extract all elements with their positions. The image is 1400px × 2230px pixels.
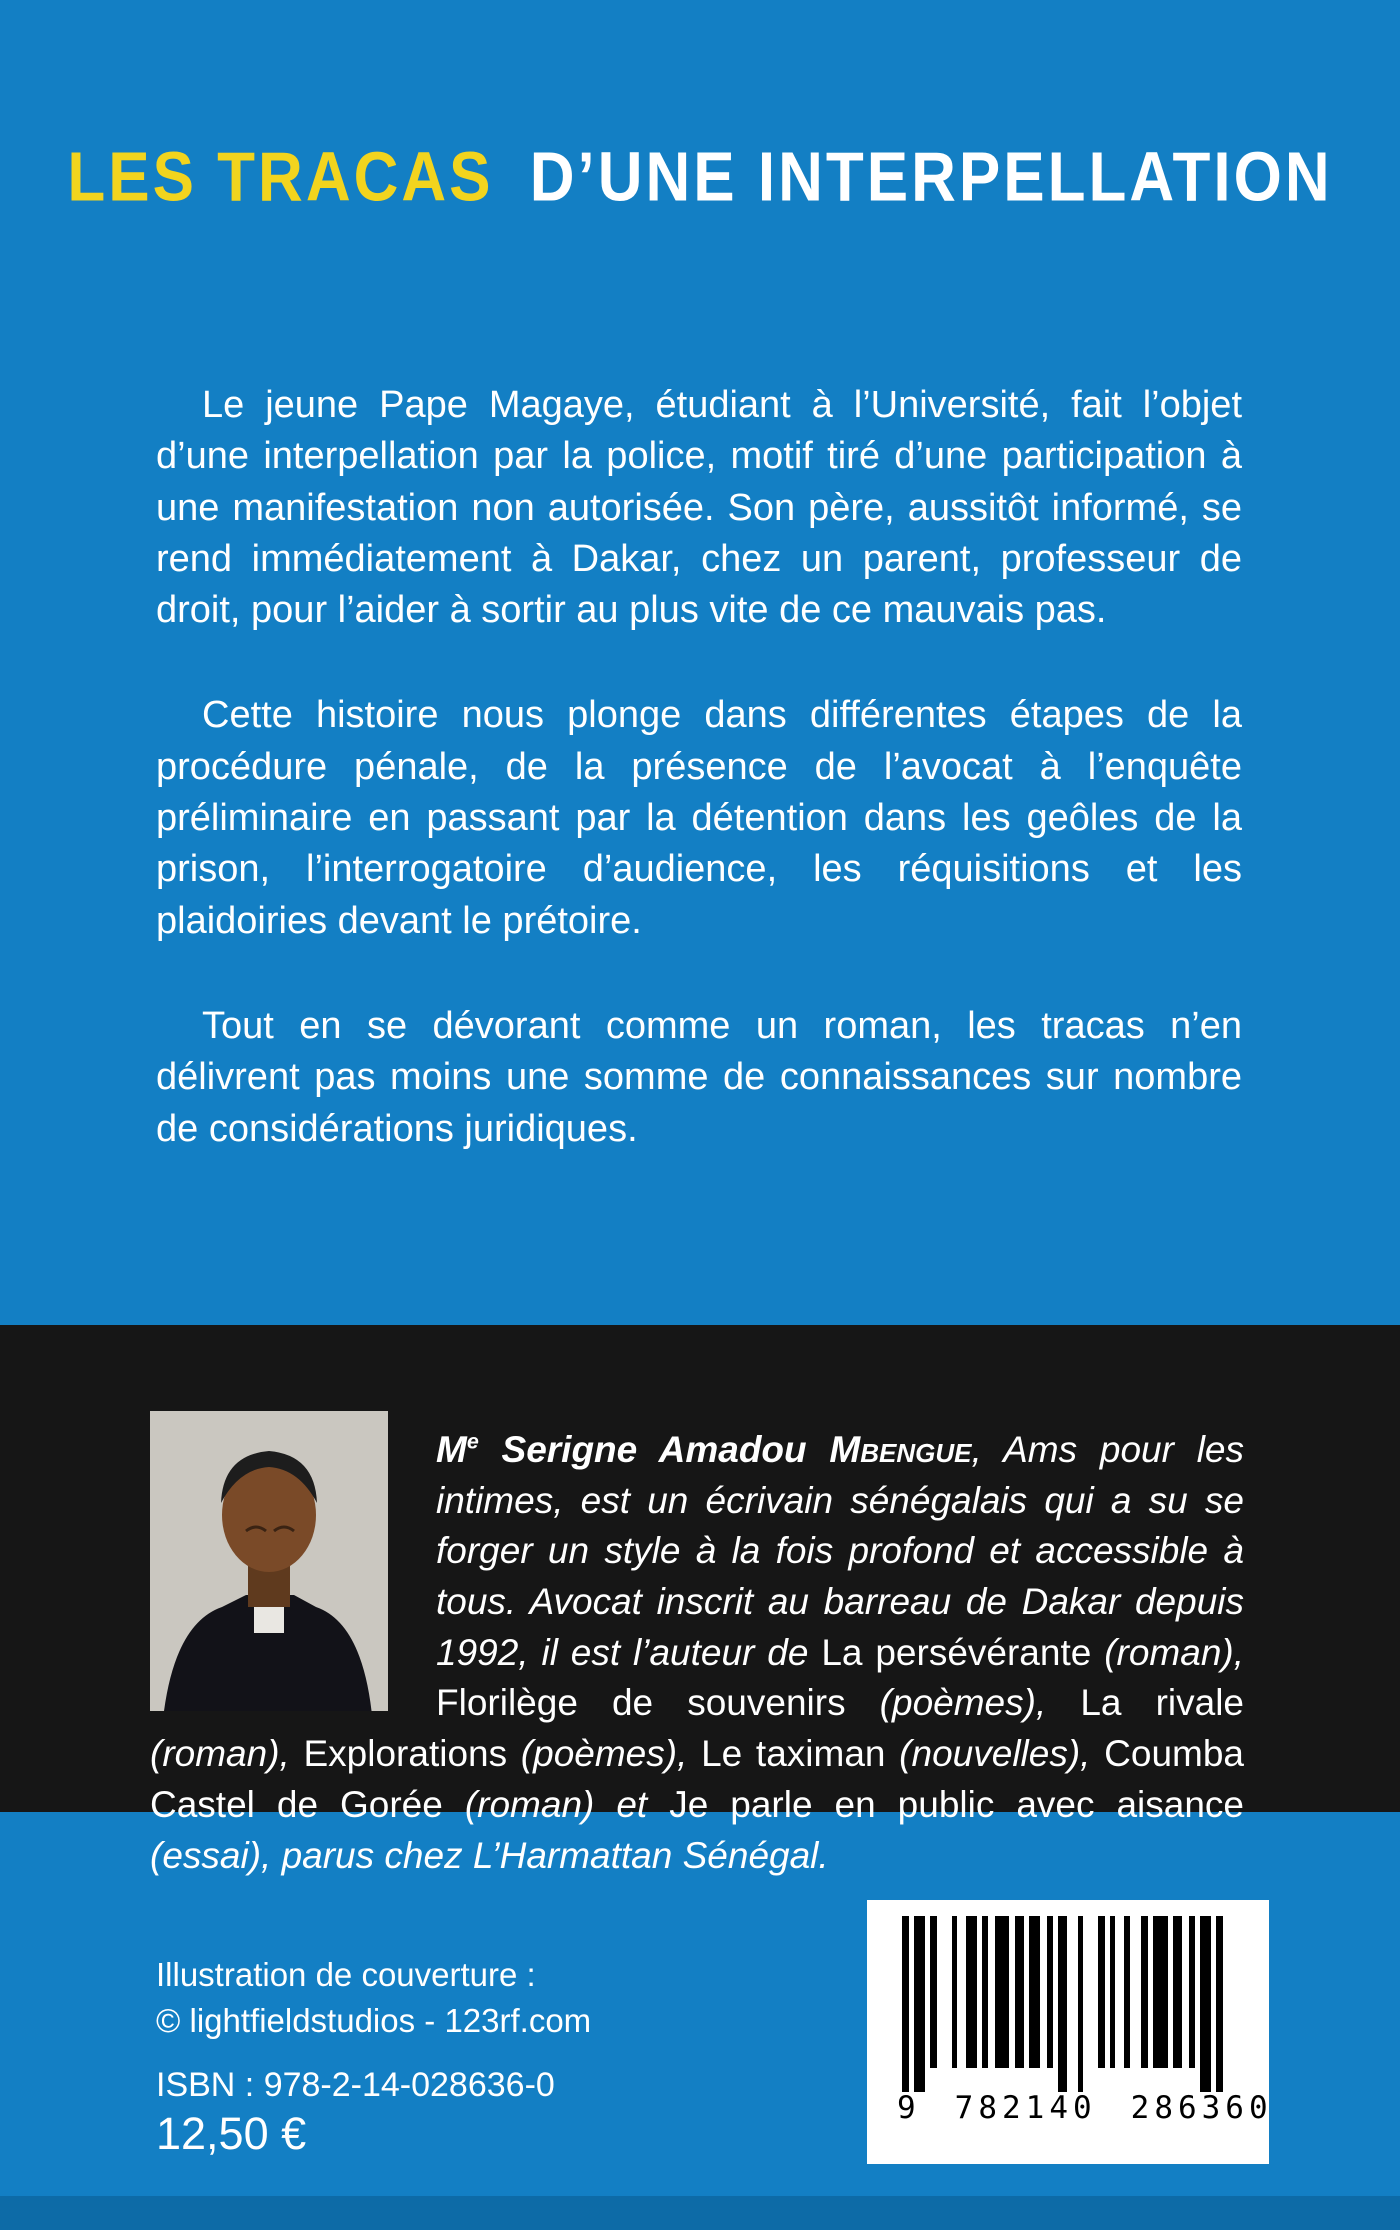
bio-segment: (roman), <box>1091 1631 1245 1673</box>
synopsis <box>156 380 1242 1155</box>
author-band <box>0 1325 1400 1876</box>
bio-segment: Coumba Castel de Gorée <box>150 1733 1244 1825</box>
bio-segment: Explorations <box>303 1733 508 1775</box>
bio-segment: La persévérante <box>821 1631 1092 1673</box>
barcode <box>867 1900 1273 2164</box>
barcode-bar <box>1200 1916 1211 2092</box>
barcode-digit-group: 782140 <box>954 2090 1097 2126</box>
bio-segment: (roman), <box>150 1733 304 1775</box>
bio-segment: Florilège de souvenirs <box>436 1682 846 1724</box>
barcode-bar <box>1058 1916 1067 2092</box>
bio-segment: Serigne Amadou <box>478 1429 830 1470</box>
bio-segment: (poèmes), <box>845 1682 1081 1724</box>
illustration-credit <box>156 1952 591 2043</box>
illustration-credit-line-2: © lightfieldstudios - 123rf.com <box>156 2001 592 2039</box>
barcode-bar <box>1153 1916 1167 2068</box>
barcode-space <box>1182 1916 1189 2068</box>
bio-segment: (essai), parus chez L’Harmattan Sénégal. <box>150 1834 829 1876</box>
barcode-bar <box>1141 1916 1148 2068</box>
barcode-number <box>883 2090 1273 2126</box>
bio-segment: M <box>436 1429 467 1470</box>
barcode-bar <box>1098 1916 1105 2068</box>
barcode-digit-group: 286360 <box>1130 2090 1273 2126</box>
isbn: ISBN : 978-2-14-028636-0 <box>156 2066 555 2104</box>
price: 12,50 € <box>156 2108 307 2159</box>
barcode-bar <box>1029 1916 1040 2068</box>
barcode-bar <box>914 1916 925 2092</box>
book-title-part1: LES TRACAS <box>67 139 494 217</box>
bio-segment: (poèmes), <box>507 1733 702 1775</box>
barcode-space <box>1130 1916 1141 2068</box>
barcode-space <box>988 1916 995 2068</box>
barcode-space <box>1067 1916 1078 2068</box>
barcode-bar <box>1015 1916 1024 2068</box>
barcode-space <box>1223 1916 1228 2068</box>
barcode-bar <box>930 1916 937 2068</box>
bio-segment: Le taximan <box>701 1733 886 1775</box>
barcode-bar <box>902 1916 909 2092</box>
barcode-space <box>1040 1916 1047 2068</box>
author-band-content <box>0 1325 1400 1881</box>
synopsis-paragraph-3: Tout en se dévorant comme un roman, les tracas n’en délivrent pas moins une somme de connaissances sur nombre de considérations juridiques. <box>156 1004 1242 1150</box>
illustration-credit-line-1: Illustration de couverture : <box>156 1956 536 1993</box>
author-photo-image <box>150 1411 388 1711</box>
barcode-bar <box>1173 1916 1182 2068</box>
barcode-space <box>957 1916 966 2068</box>
bio-segment: Mbengue <box>829 1429 972 1470</box>
barcode-bar <box>1216 1916 1223 2092</box>
book-title-part2: D’UNE INTERPELLATION <box>529 139 1333 217</box>
author-photo <box>150 1411 388 1711</box>
book-title <box>0 138 1400 218</box>
barcode-bar <box>995 1916 1009 2068</box>
bio-segment: e <box>466 1429 479 1454</box>
bio-segment: (nouvelles), <box>885 1733 1105 1775</box>
barcode-space <box>1083 1916 1097 2068</box>
barcode-space <box>1115 1916 1124 2068</box>
bio-segment: Je parle en public avec aisance <box>669 1783 1244 1825</box>
bio-segment: (roman) et <box>442 1783 670 1825</box>
synopsis-paragraph-2: Cette histoire nous plonge dans différentes étapes de la procédure pénale, de la présence de l’avocat à l’enquête préliminaire en passant par la détention dans les geôles de la prison, l’interrogatoire d’audience, les réquisitions et les plaidoiries devant le prétoire. <box>156 694 1242 942</box>
barcode-space <box>937 1916 951 2068</box>
barcode-bars <box>902 1916 1235 2076</box>
synopsis-paragraph-1: Le jeune Pape Magaye, étudiant à l’Université, fait l’objet d’une interpellation par la police, motif tiré d’une participation à une manifestation non autorisée. Son père, aussitôt informé, se rend immédiatement à Dakar, chez un parent, professeur de droit, pour l’aider à sortir au plus vite de ce mauvais pas. <box>156 384 1242 632</box>
bio-segment: , Ams pour les intimes, est un écrivain sénégalais qui a su se forger un style à la fois profond et accessible à tous. Avocat inscrit au barreau de Dakar depuis 1992, il est l’auteur de <box>436 1429 1244 1673</box>
bio-segment: La rivale <box>1080 1682 1244 1724</box>
bottom-edge-strip <box>0 2196 1400 2230</box>
barcode-bar <box>966 1916 977 2068</box>
barcode-digit-group: 9 <box>897 2090 921 2126</box>
